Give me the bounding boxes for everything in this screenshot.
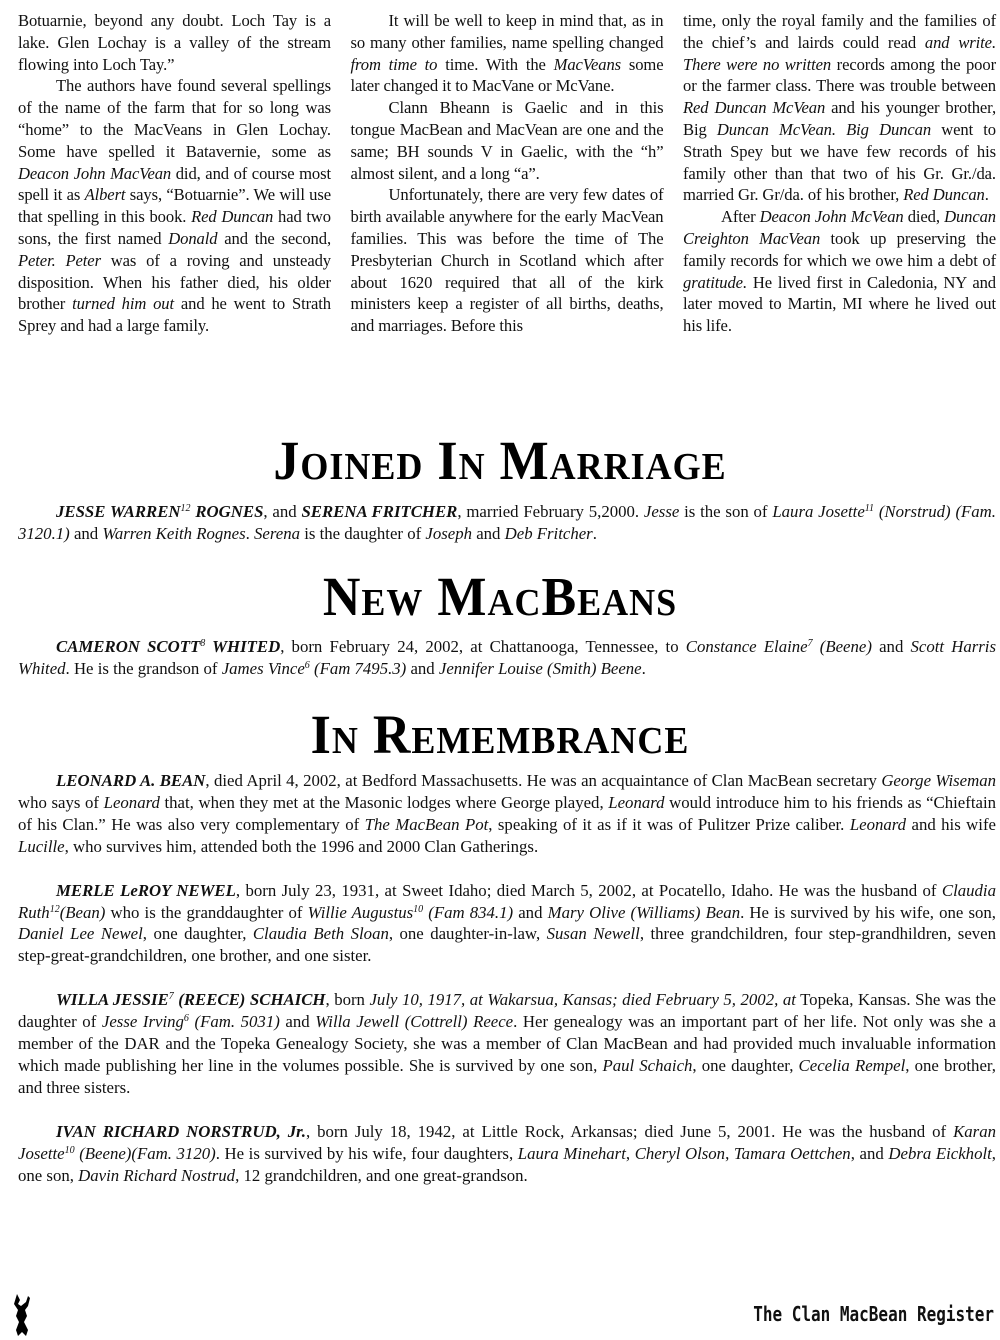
paragraph (18, 1121, 996, 1187)
text-run: (Fam 834.1) (423, 902, 514, 922)
text-run: (Fam. 5031) (188, 1012, 280, 1032)
text-run: and his younger brother, Big (683, 98, 996, 139)
text-run: , born July 23, 1931, at Sweet Idaho; died March 5, 2002, at Pocatello, Idaho. He was the husband of (235, 880, 942, 900)
text-run: Duncan Creighton MacVean (683, 207, 996, 248)
text-run: July 10, 1917, at Wakarsua, Kansas; died February 5, 2002, at (369, 990, 796, 1010)
text-run: Mary Olive (Williams) Bean (547, 902, 741, 922)
column-2 (351, 10, 664, 337)
text-run: Scott Harris Whited (18, 637, 997, 678)
text-run: turned him out (72, 294, 174, 314)
text-run: would introduce him to his friends as “Chieftain of his Clan.” He was also very complementary of (18, 792, 996, 834)
text-run: Unfortunately, there are very few dates of birth available anywhere for the early MacVean families. This was before the time of The Presbyterian Church in Scotland which after about 1620 required that all of the kirk ministers keep a register of all births, deaths, and marriages. Before this (350, 185, 664, 336)
text-run: , one daughter, (142, 924, 253, 944)
text-run: . (592, 523, 597, 543)
text-run: and he went to Strath Sprey and had a large family. (18, 294, 331, 336)
text-run: Deb Fritcher (504, 523, 593, 543)
text-run: is the son of (679, 502, 773, 521)
generation-superscript: 7 (168, 991, 174, 1003)
highlander-figure-icon (8, 1292, 38, 1338)
paragraph (351, 97, 664, 184)
text-run: , one daughter, (692, 1055, 799, 1075)
text-run: took up preserving the family records for which we owe him a debt of (683, 228, 996, 270)
text-run: Red Duncan (903, 185, 985, 205)
text-run: is the daughter of (300, 523, 426, 543)
generation-superscript: 12 (49, 903, 60, 915)
text-run: MacVeans (553, 54, 622, 74)
text-run: . (245, 523, 255, 543)
text-run: , 12 grandchildren, and one great-grandson. (235, 1165, 528, 1185)
text-run: LEONARD A. BEAN (56, 771, 206, 790)
text-run: Cheryl Olson (634, 1143, 726, 1163)
column-3 (683, 10, 996, 337)
text-run: and the second, (217, 228, 331, 248)
text-run: and (472, 523, 505, 543)
text-run: Peter. Peter (18, 250, 101, 270)
text-run: . (641, 658, 646, 678)
text-run: . He is survived by his wife, one son, (740, 902, 996, 922)
paragraph (18, 75, 331, 337)
text-run: Red Duncan McVean (683, 98, 826, 118)
text-run: , died April 4, 2002, at Bedford Massachusetts. He was an acquaintance of Clan MacBean secretary (205, 771, 882, 790)
text-run: , (625, 1143, 635, 1163)
text-run: was of a roving and unsteady disposition. When his father died, his older brother (18, 250, 331, 314)
text-run: Debra Eickholt (888, 1143, 992, 1163)
text-run: , three grandchildren, four step-grandhildren, seven step-great-grandchildren, one brother, and one sister. (18, 924, 996, 966)
text-run: , one son, (18, 1143, 996, 1185)
paragraph (18, 880, 996, 968)
text-run: records among the poor or the farmer class. There was trouble between (683, 54, 996, 96)
text-run: , married February 5,2000. (457, 502, 644, 521)
text-run: Willie Augustus (307, 902, 414, 922)
text-run: Donald (168, 228, 218, 248)
text-run: who says of (18, 792, 104, 812)
text-run: and write. There were no written (683, 32, 996, 74)
text-run: went to Strath Spey but we have few records of his family other than that two of his Gr. Gr./da. married Gr. Gr/da. of his brother, (683, 119, 996, 205)
text-run: WHITED (205, 637, 281, 656)
paragraph (683, 206, 996, 337)
paragraph (18, 10, 331, 75)
generation-superscript: 8 (200, 638, 206, 649)
text-run: Daniel Lee Newel (18, 924, 143, 944)
text-run: George Wiseman (881, 771, 996, 790)
text-run: . Her genealogy was an important part of her life. Not only was she a member of the DAR and the Topeka Genealogy Society, she was a member of Clan MacBean and had provided much invaluable information which made publishing her line in the volumes possible. She is survived by one son, (18, 1012, 996, 1075)
text-run: Leonard (608, 792, 665, 812)
text-run: Tamara Oettchen (733, 1143, 851, 1163)
text-run: and his wife (906, 814, 996, 834)
text-run: . He is the grandson of (65, 658, 222, 678)
text-run: IVAN RICHARD NORSTRUD, Jr. (56, 1121, 306, 1141)
text-run: time, only the royal family and the families of the chief’s and lairds could read (683, 11, 996, 52)
article-columns (18, 10, 996, 337)
text-run: Deacon John McVean (759, 207, 904, 227)
paragraph (351, 184, 664, 337)
text-run: Clann Bheann is Gaelic and in this tongue MacBean and MacVean are one and the same; BH sounds V in Gaelic, with the “h” almost silent, and a long “a”. (350, 98, 664, 183)
text-run: MERLE LeROY NEWEL (56, 880, 236, 900)
generation-superscript: 10 (413, 903, 424, 915)
text-run: Cecelia Rempel (798, 1055, 906, 1075)
text-run: Susan Newell (546, 924, 640, 944)
text-run: It will be well to keep in mind that, as in so many other families, name spelling changed (350, 11, 664, 52)
text-run: Red Duncan (191, 207, 274, 227)
text-run: Albert (84, 185, 126, 205)
text-run: Lucille (18, 836, 65, 856)
generation-superscript: 6 (183, 1013, 189, 1025)
text-run: CAMERON SCOTT (56, 637, 201, 656)
paragraph (18, 636, 996, 680)
text-run: Jesse Irving (101, 1012, 184, 1032)
text-run: time. With the (437, 54, 554, 74)
text-run: Topeka, Kansas. She was the daughter of (18, 990, 996, 1032)
text-run: He lived first in Caledonia, NY and later moved to Martin, MI where he lived out his life. (683, 272, 996, 336)
text-run: died, (903, 207, 945, 227)
paragraph (18, 989, 996, 1099)
text-run: Laura Minehart (517, 1143, 626, 1163)
text-run: . (984, 185, 989, 205)
text-run: , born (325, 990, 370, 1010)
heading-new-macbeans: New MacBeans (322, 567, 678, 628)
text-run: (REECE) SCHAICH (173, 990, 326, 1010)
text-run: Davin Richard Nostrud (78, 1165, 236, 1185)
text-run: The authors have found several spellings of the name of the farm that for so long was “home” to the MacVeans in Glen Lochay. Some have spelled it Batavernie, some as (18, 76, 331, 161)
text-run: The MacBean Pot (364, 814, 489, 834)
text-run: Leonard (103, 792, 160, 812)
text-run: , and (850, 1143, 889, 1163)
text-run: Constance Elaine (685, 637, 808, 656)
text-run: that, when they met at the Masonic lodges where George played, (159, 792, 609, 812)
text-run: , who survives him, attended both the 1996 and 2000 Clan Gatherings. (64, 836, 539, 856)
text-run: , one daughter-in-law, (388, 924, 547, 944)
text-run: and (513, 902, 548, 922)
text-run: Warren Keith Rognes (102, 523, 246, 543)
marriage-section (18, 501, 996, 545)
text-run: had two sons, the first named (18, 207, 332, 248)
text-run: Serena (254, 523, 301, 543)
text-run: Botuarnie, beyond any doubt. Loch Tay is a lake. Glen Lochay is a valley of the stream flowing into Loch Tay.” (18, 11, 331, 74)
text-run: who is the granddaughter of (105, 902, 308, 922)
text-run: some later changed it to MacVane or McVane. (350, 54, 664, 96)
generation-superscript: 7 (807, 638, 813, 649)
text-run: , speaking of it as if it was of Pulitzer Prize caliber. (488, 814, 850, 834)
text-run: Joseph (425, 523, 472, 543)
text-run: Willa Jewell (Cottrell) Reece (315, 1012, 514, 1032)
text-run: ROGNES (190, 502, 264, 521)
text-run: did, and of course most spell it as (18, 163, 331, 205)
text-run: (Beene)(Fam. 3120) (74, 1143, 216, 1163)
publication-title: The Clan MacBean Register (753, 1302, 994, 1326)
paragraph (18, 770, 996, 858)
text-run: Claudia Beth Sloan (252, 924, 389, 944)
text-run: (Fam 7495.3) (309, 658, 407, 678)
text-run: says, “Botuarnie”. We will use that spelling in this book. (18, 185, 331, 227)
remembrance-section (18, 770, 996, 1187)
generation-superscript: 12 (180, 503, 191, 514)
text-run: from time to (350, 54, 438, 74)
text-run: and (279, 1012, 316, 1032)
text-run: and (406, 658, 439, 678)
generation-superscript: 10 (64, 1144, 75, 1156)
generation-superscript: 11 (864, 503, 875, 514)
text-run: , born July 18, 1942, at Little Rock, Arkansas; died June 5, 2001. He was the husband of (305, 1121, 954, 1141)
text-run: SERENA FRITCHER (301, 502, 458, 521)
text-run: After (721, 207, 760, 227)
text-run: JESSE WARREN (56, 502, 181, 521)
text-run: gratitude. (683, 272, 747, 292)
text-run: James Vince (221, 658, 305, 678)
heading-in-remembrance: In Remembrance (310, 705, 690, 766)
text-run: Jesse (643, 502, 680, 521)
births-section (18, 636, 996, 680)
text-run: . He is survived by his wife, four daughters, (215, 1143, 518, 1163)
text-run: Leonard (849, 814, 907, 834)
text-run: , (725, 1143, 734, 1163)
text-run: , one brother, and three sisters. (18, 1055, 996, 1097)
column-1 (18, 10, 331, 337)
text-run: (Norstrud) (Fam. 3120.1) (18, 502, 996, 543)
text-run: Jennifer Louise (Smith) Beene (438, 658, 642, 678)
generation-superscript: 6 (304, 659, 310, 671)
paragraph (683, 10, 996, 206)
heading-joined-in-marriage: Joined In Marriage (273, 431, 727, 492)
text-run: Paul Schaich (602, 1055, 693, 1075)
text-run: Karan Josette (18, 1121, 996, 1163)
text-run: and (871, 637, 911, 656)
text-run: Duncan McVean. Big Duncan (716, 119, 932, 139)
text-run: (Bean) (59, 902, 106, 922)
text-run: and (69, 523, 103, 543)
text-run: , and (263, 502, 302, 521)
paragraph (18, 501, 996, 545)
text-run: Claudia Ruth (18, 880, 996, 922)
text-run: Deacon John MacVean (18, 163, 172, 183)
text-run: WILLA JESSIE (56, 990, 169, 1010)
text-run: (Beene) (812, 637, 872, 656)
text-run: , born February 24, 2002, at Chattanooga, Tennessee, to (280, 637, 686, 656)
text-run: Laura Josette (772, 502, 865, 521)
paragraph (351, 10, 664, 97)
